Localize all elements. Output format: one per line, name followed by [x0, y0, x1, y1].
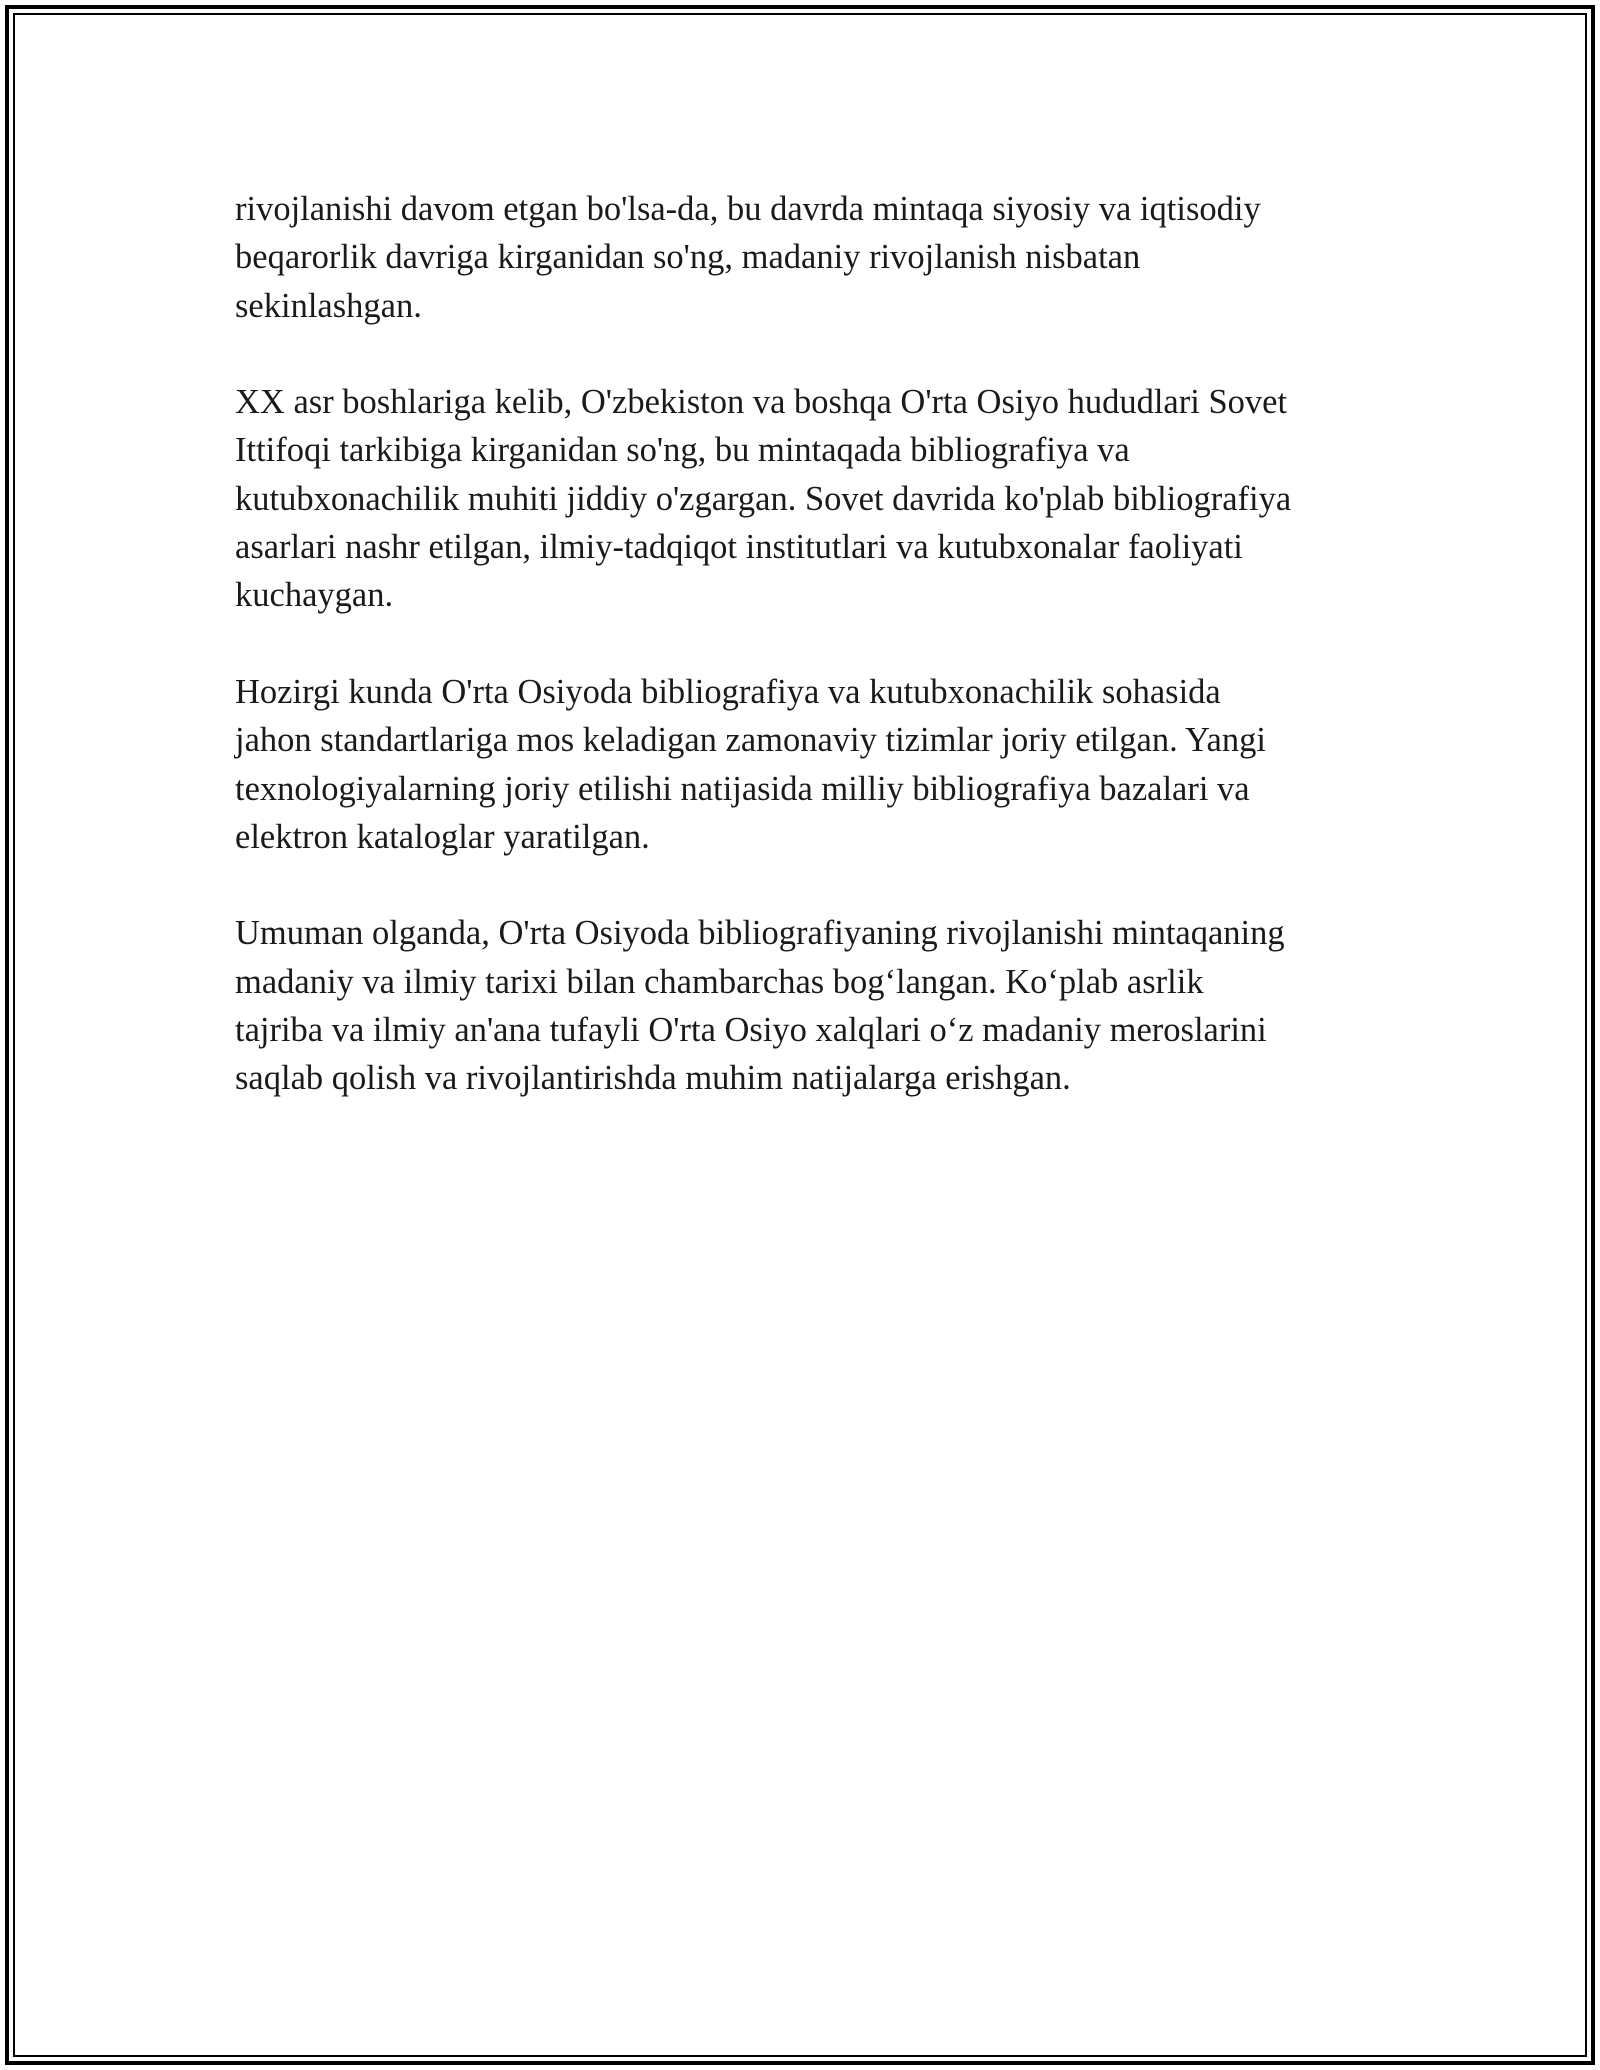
text-line: tajriba va ilmiy an'ana tufayli O'rta Osiyo xalqlari o‘z madaniy meroslarini [235, 1011, 1267, 1050]
text-line: Ittifoqi tarkibiga kirganidan so'ng, bu mintaqada bibliografiya va [235, 431, 1130, 470]
document-body [235, 185, 1375, 1151]
text-line: Hozirgi kunda O'rta Osiyoda bibliografiya va kutubxonachilik sohasida [235, 672, 1221, 711]
text-line: kuchaygan. [235, 576, 394, 615]
text-line: XX asr boshlariga kelib, O'zbekiston va boshqa O'rta Osiyo hududlari Sovet [235, 383, 1288, 422]
text-line: beqarorlik davriga kirganidan so'ng, madaniy rivojlanish nisbatan [235, 238, 1141, 277]
text-line: elektron kataloglar yaratilgan. [235, 817, 650, 856]
text-line: texnologiyalarning joriy etilishi natijasida milliy bibliografiya bazalari va [235, 769, 1250, 808]
text-line: Umuman olganda, O'rta Osiyoda bibliografiyaning rivojlanishi mintaqaning [235, 914, 1285, 953]
text-line: madaniy va ilmiy tarixi bilan chambarchas bog‘langan. Ko‘plab asrlik [235, 962, 1204, 1001]
paragraph-4 [235, 909, 1375, 1102]
paragraph-2 [235, 378, 1375, 619]
paragraph-1 [235, 185, 1375, 330]
text-line: asarlari nashr etilgan, ilmiy-tadqiqot institutlari va kutubxonalar faoliyati [235, 528, 1243, 567]
text-line: jahon standartlariga mos keladigan zamonaviy tizimlar joriy etilgan. Yangi [235, 721, 1266, 760]
text-line: sekinlashgan. [235, 286, 422, 325]
text-line: rivojlanishi davom etgan bo'lsa-da, bu davrda mintaqa siyosiy va iqtisodiy [235, 190, 1261, 228]
text-line: saqlab qolish va rivojlantirishda muhim natijalarga erishgan. [235, 1059, 1071, 1098]
paragraph-3 [235, 668, 1375, 861]
text-line: kutubxonachilik muhiti jiddiy o'zgargan. Sovet davrida ko'plab bibliografiya [235, 479, 1292, 518]
